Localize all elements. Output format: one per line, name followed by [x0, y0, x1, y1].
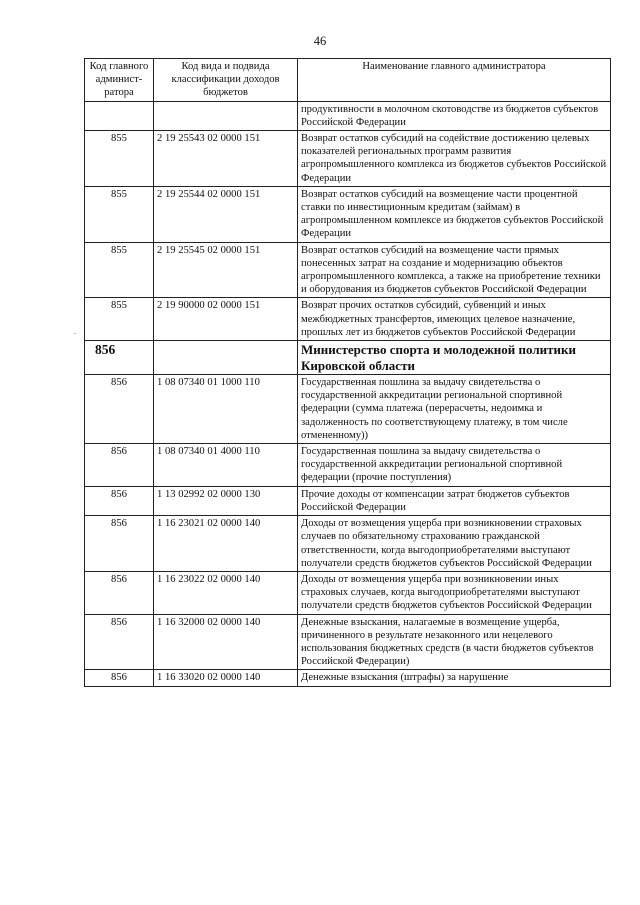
- group-header-row: [85, 341, 611, 375]
- class-code-cell: [154, 341, 298, 375]
- admin-code-cell: 856: [85, 571, 154, 614]
- table-row: [85, 298, 611, 341]
- admin-name-cell: Возврат остатков субсидий на возмещение части процентной ставки по инвестиционным кредитам (займам) в агропромышленном комплексе из бюджетов субъектов Российской Федерации: [298, 186, 611, 242]
- table-row: [85, 444, 611, 487]
- table-row: [85, 571, 611, 614]
- admin-name-cell: Денежные взыскания (штрафы) за нарушение: [298, 670, 611, 686]
- table-body: [85, 101, 611, 686]
- admin-code-cell: 855: [85, 186, 154, 242]
- admin-name-cell: Министерство спорта и молодежной политики Кировской области: [298, 341, 611, 375]
- admin-code-cell: [85, 101, 154, 130]
- admin-name-cell: Возврат прочих остатков субсидий, субвенций и иных межбюджетных трансфертов, имеющих целевое назначение, прошлых лет из бюджетов субъектов Российской Федерации: [298, 298, 611, 341]
- class-code-cell: 2 19 25543 02 0000 151: [154, 131, 298, 187]
- admin-name-cell: Возврат остатков субсидий на возмещение части прямых понесенных затрат на создание и модернизацию объектов агропромышленного комплекса, а также на приобретение техники и оборудования из бюджетов субъектов Российской Федерации: [298, 242, 611, 298]
- table-row: [85, 486, 611, 515]
- class-code-cell: 1 08 07340 01 1000 110: [154, 375, 298, 444]
- admin-name-cell: Доходы от возмещения ущерба при возникновении страховых случаев по обязательному страхованию гражданской ответственности, когда выгодоприобретателями выступают получатели средств бюджетов субъектов Российской Федерации: [298, 516, 611, 572]
- admin-code-cell: 855: [85, 131, 154, 187]
- page-number: 46: [313, 34, 327, 48]
- class-code-cell: 1 08 07340 01 4000 110: [154, 444, 298, 487]
- admin-code-cell: 855: [85, 242, 154, 298]
- admin-name-cell: Государственная пошлина за выдачу свидетельства о государственной аккредитации региональной спортивной федерации (сумма платежа (перерасчеты, недоимка и задолженность по соответствующему платежу, в том числе отмененному)): [298, 375, 611, 444]
- table-row: [85, 186, 611, 242]
- admin-code-cell: 856: [85, 341, 154, 375]
- table-row: [85, 242, 611, 298]
- scan-mark: .: [74, 327, 76, 336]
- class-code-cell: 1 16 33020 02 0000 140: [154, 670, 298, 686]
- class-code-cell: 1 16 23022 02 0000 140: [154, 571, 298, 614]
- admin-code-cell: 856: [85, 614, 154, 670]
- table-row: [85, 101, 611, 130]
- admin-name-cell: Прочие доходы от компенсации затрат бюджетов субъектов Российской Федерации: [298, 486, 611, 515]
- admin-name-cell: Доходы от возмещения ущерба при возникновении иных страховых случаев, когда выгодоприобретателями выступают получатели средств бюджетов субъектов Российской Федерации: [298, 571, 611, 614]
- table-row: [85, 614, 611, 670]
- header-admin-name: Наименование главного администратора: [298, 59, 611, 102]
- admin-code-cell: 856: [85, 670, 154, 686]
- revenue-codes-table: [84, 58, 611, 687]
- class-code-cell: 2 19 25545 02 0000 151: [154, 242, 298, 298]
- table-row: [85, 670, 611, 686]
- header-admin-code: Код главного админист-ратора: [85, 59, 154, 102]
- admin-name-cell: Возврат остатков субсидий на содействие достижению целевых показателей региональных программ развития агропромышленного комплекса из бюджетов субъектов Российской Федерации: [298, 131, 611, 187]
- table-header-row: [85, 59, 611, 102]
- admin-code-cell: 856: [85, 486, 154, 515]
- admin-name-cell: продуктивности в молочном скотоводстве из бюджетов субъектов Российской Федерации: [298, 101, 611, 130]
- header-class-code: Код вида и подвида классификации доходов бюджетов: [154, 59, 298, 102]
- table-row: [85, 375, 611, 444]
- admin-name-cell: Государственная пошлина за выдачу свидетельства о государственной аккредитации региональной спортивной федерации (прочие поступления): [298, 444, 611, 487]
- table-row: [85, 131, 611, 187]
- admin-name-cell: Денежные взыскания, налагаемые в возмещение ущерба, причиненного в результате незаконного или нецелевого использования бюджетных средств (в части бюджетов субъектов Российской Федерации): [298, 614, 611, 670]
- admin-code-cell: 856: [85, 375, 154, 444]
- class-code-cell: [154, 101, 298, 130]
- class-code-cell: 1 16 23021 02 0000 140: [154, 516, 298, 572]
- admin-code-cell: 856: [85, 516, 154, 572]
- class-code-cell: 1 16 32000 02 0000 140: [154, 614, 298, 670]
- class-code-cell: 2 19 25544 02 0000 151: [154, 186, 298, 242]
- admin-code-cell: 855: [85, 298, 154, 341]
- table-row: [85, 516, 611, 572]
- admin-code-cell: 856: [85, 444, 154, 487]
- class-code-cell: 2 19 90000 02 0000 151: [154, 298, 298, 341]
- class-code-cell: 1 13 02992 02 0000 130: [154, 486, 298, 515]
